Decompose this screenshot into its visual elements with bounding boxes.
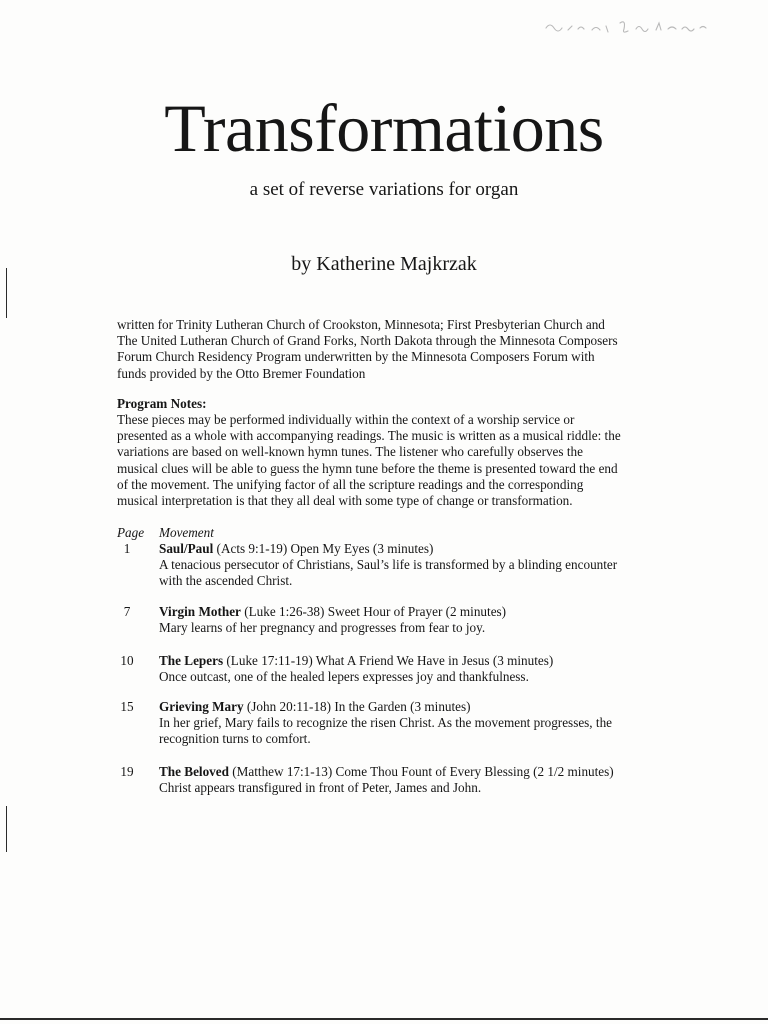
page-title: Transformations: [164, 90, 604, 166]
movement-name: Virgin Mother: [159, 604, 241, 619]
dedication-line: The United Lutheran Church of Grand Forks, North Dakota through the Minnesota Composers: [117, 333, 618, 349]
movement-name: Grieving Mary: [159, 699, 244, 714]
movement-detail: (Acts 9:1-19) Open My Eyes (3 minutes): [213, 541, 434, 556]
movement-content: [159, 604, 659, 636]
program-notes-line: musical interpretation is that they all deal with some type of change or transformation.: [117, 493, 573, 509]
movement-description-line: In her grief, Mary fails to recognize the risen Christ. As the movement progresses, the: [159, 715, 613, 731]
movement-content: [159, 541, 659, 590]
movement-content: [159, 699, 659, 748]
movement-description-line: A tenacious persecutor of Christians, Saul’s life is transformed by a blinding encounter: [159, 557, 618, 573]
movement-description-line: Christ appears transfigured in front of Peter, James and John.: [159, 780, 482, 796]
movement-page-number: 19: [120, 764, 134, 779]
column-header-movement: Movement: [159, 525, 214, 540]
program-notes-line: variations are based on well-known hymn tunes. The listener who carefully observes the: [117, 444, 583, 460]
composer-byline: by Katherine Majkrzak: [291, 253, 477, 275]
dedication-line: funds provided by the Otto Bremer Foundation: [117, 365, 366, 381]
movement-detail: (John 20:11-18) In the Garden (3 minutes): [243, 699, 471, 714]
movement-detail: (Luke 17:11-19) What A Friend We Have in Jesus (3 minutes): [223, 653, 554, 668]
program-notes-line: musical clues will be able to guess the hymn tune before the theme is presented toward the end: [117, 460, 618, 476]
movement-heading-line: [159, 764, 659, 780]
program-notes-heading: Program Notes:: [117, 396, 207, 411]
movement-name: The Lepers: [159, 653, 224, 668]
movement-page-number: 10: [120, 653, 134, 668]
movement-description-line: Once outcast, one of the healed lepers expresses joy and thankfulness.: [159, 669, 529, 685]
dedication-line: Forum Church Residency Program underwritten by the Minnesota Composers Forum with: [117, 349, 595, 365]
movement-heading-line: [159, 604, 659, 620]
program-notes-paragraph: [117, 412, 657, 509]
movement-content: [159, 764, 659, 796]
movement-description-line: Mary learns of her pregnancy and progresses from fear to joy.: [159, 620, 486, 636]
program-notes-line: These pieces may be performed individually within the context of a worship service or: [117, 412, 575, 427]
movement-page-number: 1: [123, 541, 131, 556]
scan-edge-mark: [6, 806, 7, 852]
dedication-line: written for Trinity Lutheran Church of Crookston, Minnesota; First Presbyterian Church and: [117, 317, 605, 332]
program-notes-line: of the movement. The unifying factor of all the scripture readings and the corresponding: [117, 476, 584, 492]
column-header-page: Page: [117, 525, 145, 540]
movement-name: Saul/Paul: [159, 541, 214, 556]
movement-heading-line: [159, 699, 659, 715]
movement-detail: (Matthew 17:1-13) Come Thou Fount of Every Blessing (2 1/2 minutes): [228, 764, 614, 779]
movement-content: [159, 653, 659, 685]
dedication-paragraph: [117, 317, 657, 382]
movement-description-line: recognition turns to comfort.: [159, 731, 311, 747]
movement-page-number: 7: [123, 604, 131, 619]
handwritten-signature-scribble: [540, 14, 720, 38]
scan-bottom-edge: [0, 1018, 768, 1020]
movement-name: The Beloved: [159, 764, 229, 779]
movement-heading-line: [159, 541, 659, 557]
movement-detail: (Luke 1:26-38) Sweet Hour of Prayer (2 minutes): [240, 604, 507, 619]
scan-edge-mark: [6, 268, 7, 318]
page-subtitle: a set of reverse variations for organ: [249, 179, 519, 200]
movement-heading-line: [159, 653, 659, 669]
movement-page-number: 15: [120, 699, 134, 714]
program-notes-line: presented as a whole with accompanying readings. The music is written as a musical riddle: the: [117, 428, 621, 444]
signature-scribble-icon: [540, 14, 720, 38]
movement-description-line: with the ascended Christ.: [159, 573, 293, 589]
